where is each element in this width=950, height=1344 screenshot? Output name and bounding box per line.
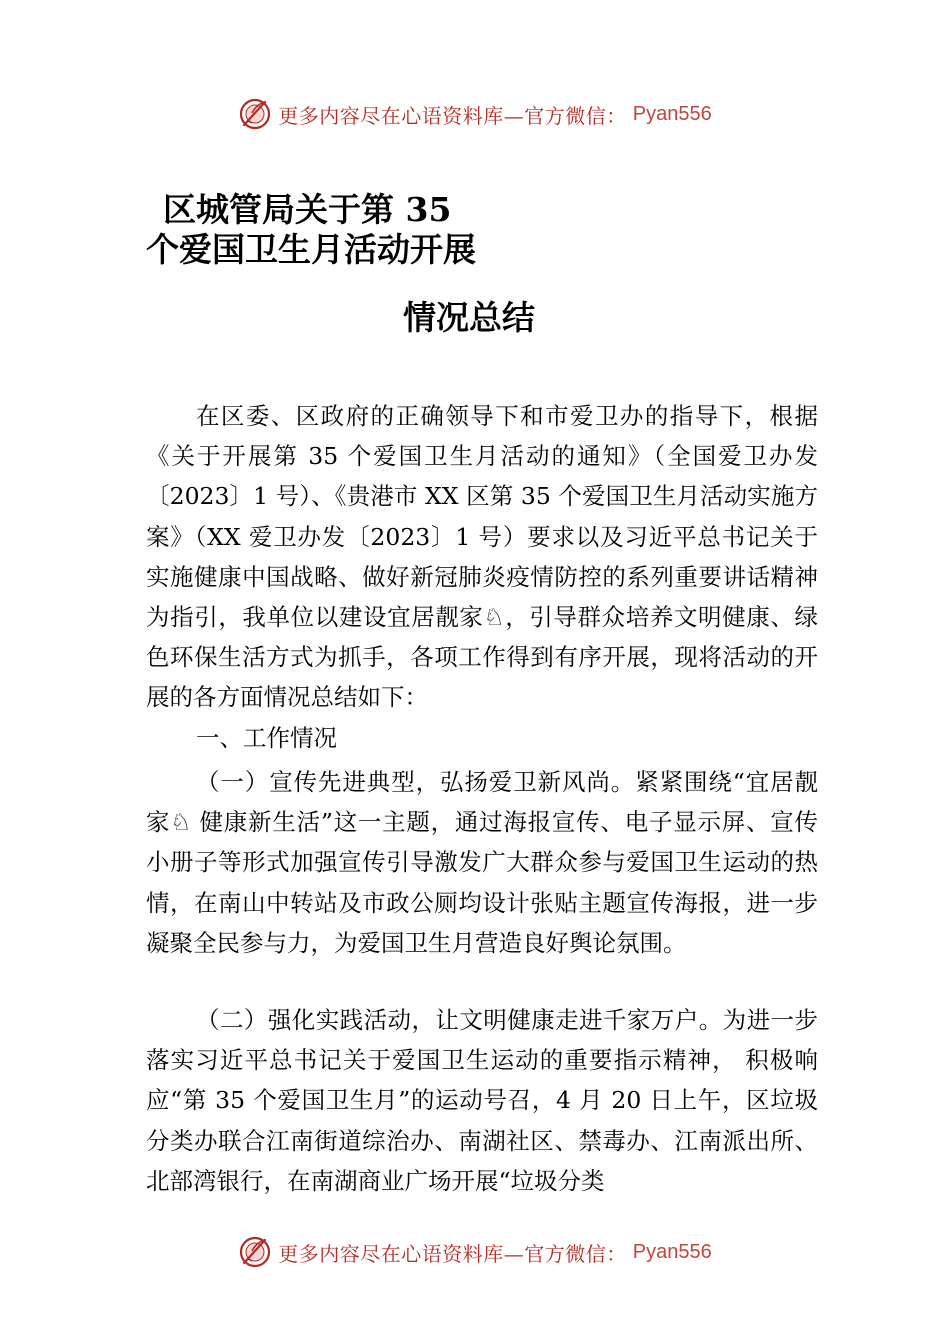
document-title-line-2: 个爱国卫生月活动开展 [146,230,476,269]
watermark-wechat-id: Pyan556 [632,1240,712,1263]
watermark-text: 更多内容尽在心语资料库—官方微信： [278,103,627,128]
quill-seal-icon [238,97,272,131]
document-title-line-3: 情况总结 [403,298,535,337]
document-title-line-1: 区城管局关于第 35 [163,190,452,229]
body-paragraph-practice: （二）强化实践活动，让文明健康走进千家万户。为进一步落实习近平总书记关于爱国卫生运动的重要指示精神， 积极响应“第 35 个爱国卫生月”的运动号召，4 月 20 日上午，区垃圾分类办联合江南街道综治办、南湖社区、禁毒办、江南派出所、北部湾银行，在南湖商业广场开展“垃圾分类 [146,1006,818,1195]
watermark-footer [0,1232,950,1272]
quill-seal-icon [238,1235,272,1269]
watermark-text: 更多内容尽在心语资料库—官方微信： [278,1241,627,1266]
watermark-header [0,94,950,134]
body-paragraph-intro: 在区委、区政府的正确领导下和市爱卫办的指导下，根据《关于开展第 35 个爱国卫生月活动的通知》（全国爱卫办发〔2023〕1 号）、《贵港市 XX 区第 35 个爱国卫生月活动实施方案》（XX 爱卫办发〔2023〕1 号）要求以及习近平总书记关于实施健康中国战略、做好新冠肺炎疫情防控的系列重要讲话精神为指引，我单位以建设宜居靓家♘，引导群众培养文明健康、绿色环保生活方式为抓手，各项工作得到有序开展，现将活动的开展的各方面情况总结如下： [146,402,818,712]
watermark-wechat-id: Pyan556 [632,102,712,125]
section-heading-work-status: 一、工作情况 [196,724,337,752]
body-paragraph-publicity: （一）宣传先进典型，弘扬爱卫新风尚。紧紧围绕“宜居靓家♘ 健康新生活”这一主题，通过海报宣传、电子显示屏、宣传小册子等形式加强宣传引导激发广大群众参与爱国卫生运动的热情，在南山中转站及市政公厕均设计张贴主题宣传海报，进一步凝聚全民参与力，为爱国卫生月营造良好舆论氛围。 [146,768,818,957]
